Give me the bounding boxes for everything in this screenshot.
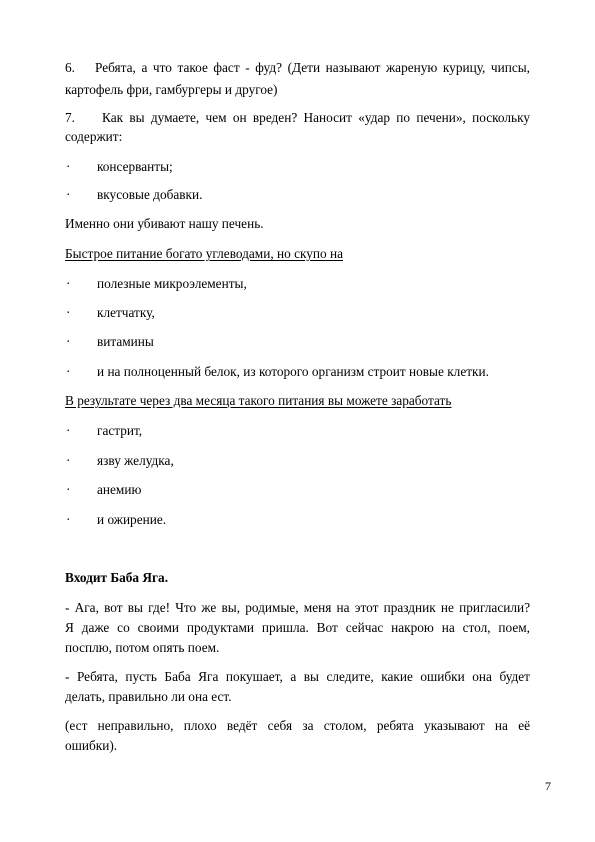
item-text: Ребята, а что такое фаст - фуд? (Дети называют жареную курицу, чипсы, [95, 60, 530, 75]
bullet: · [66, 453, 71, 468]
list-item: полезные микроэлементы, [97, 276, 247, 291]
bullet: · [66, 187, 71, 202]
list-item: и ожирение. [97, 512, 167, 527]
list-item: гастрит, [97, 423, 143, 438]
bullet: · [66, 512, 71, 527]
list-item: и на полноценный белок, из которого организм строит новые клетки. [97, 364, 489, 379]
underlined-heading: В результате через два месяца такого питания вы можете заработать [65, 393, 452, 408]
bullet: · [66, 305, 71, 320]
bullet: · [66, 334, 71, 349]
paragraph-line: делать, правильно ли она ест. [65, 689, 232, 704]
list-item: анемию [97, 482, 142, 497]
list-item: витамины [97, 334, 154, 349]
scene-title: Входит Баба Яга. [65, 570, 169, 585]
paragraph-line: Я даже со своими продуктами пришла. Вот сейчас накрою на стол, поем, [65, 620, 530, 635]
item-text: картофель фри, гамбургеры и другое) [65, 82, 278, 97]
paragraph: Именно они убивают нашу печень. [65, 216, 264, 231]
bullet: · [66, 276, 71, 291]
list-item: язву желудка, [97, 453, 174, 468]
list-item: вкусовые добавки. [97, 187, 203, 202]
item-number: 6. [65, 60, 75, 75]
page-number: 7 [545, 779, 551, 793]
underlined-heading: Быстрое питание богато углеводами, но скупо на [65, 246, 344, 261]
bullet: · [66, 423, 71, 438]
item-text: Как вы думаете, чем он вреден? Наносит «удар по печени», поскольку [102, 110, 530, 125]
bullet: · [66, 482, 71, 497]
bullet: · [66, 159, 71, 174]
paragraph-line: (ест неправильно, плохо ведёт себя за столом, ребята указывают на её [65, 718, 530, 733]
paragraph-line: посплю, потом опять поем. [65, 640, 220, 655]
item-number: 7. [65, 110, 75, 125]
paragraph-line: - Ребята, пусть Баба Яга покушает, а вы следите, какие ошибки она будет [65, 669, 530, 684]
paragraph-line: - Ага, вот вы где! Что же вы, родимые, меня на этот праздник не пригласили? [65, 600, 530, 615]
list-item: клетчатку, [97, 305, 155, 320]
paragraph-line: ошибки). [65, 738, 118, 753]
list-item: консерванты; [97, 159, 173, 174]
item-text: содержит: [65, 129, 123, 144]
bullet: · [66, 364, 71, 379]
